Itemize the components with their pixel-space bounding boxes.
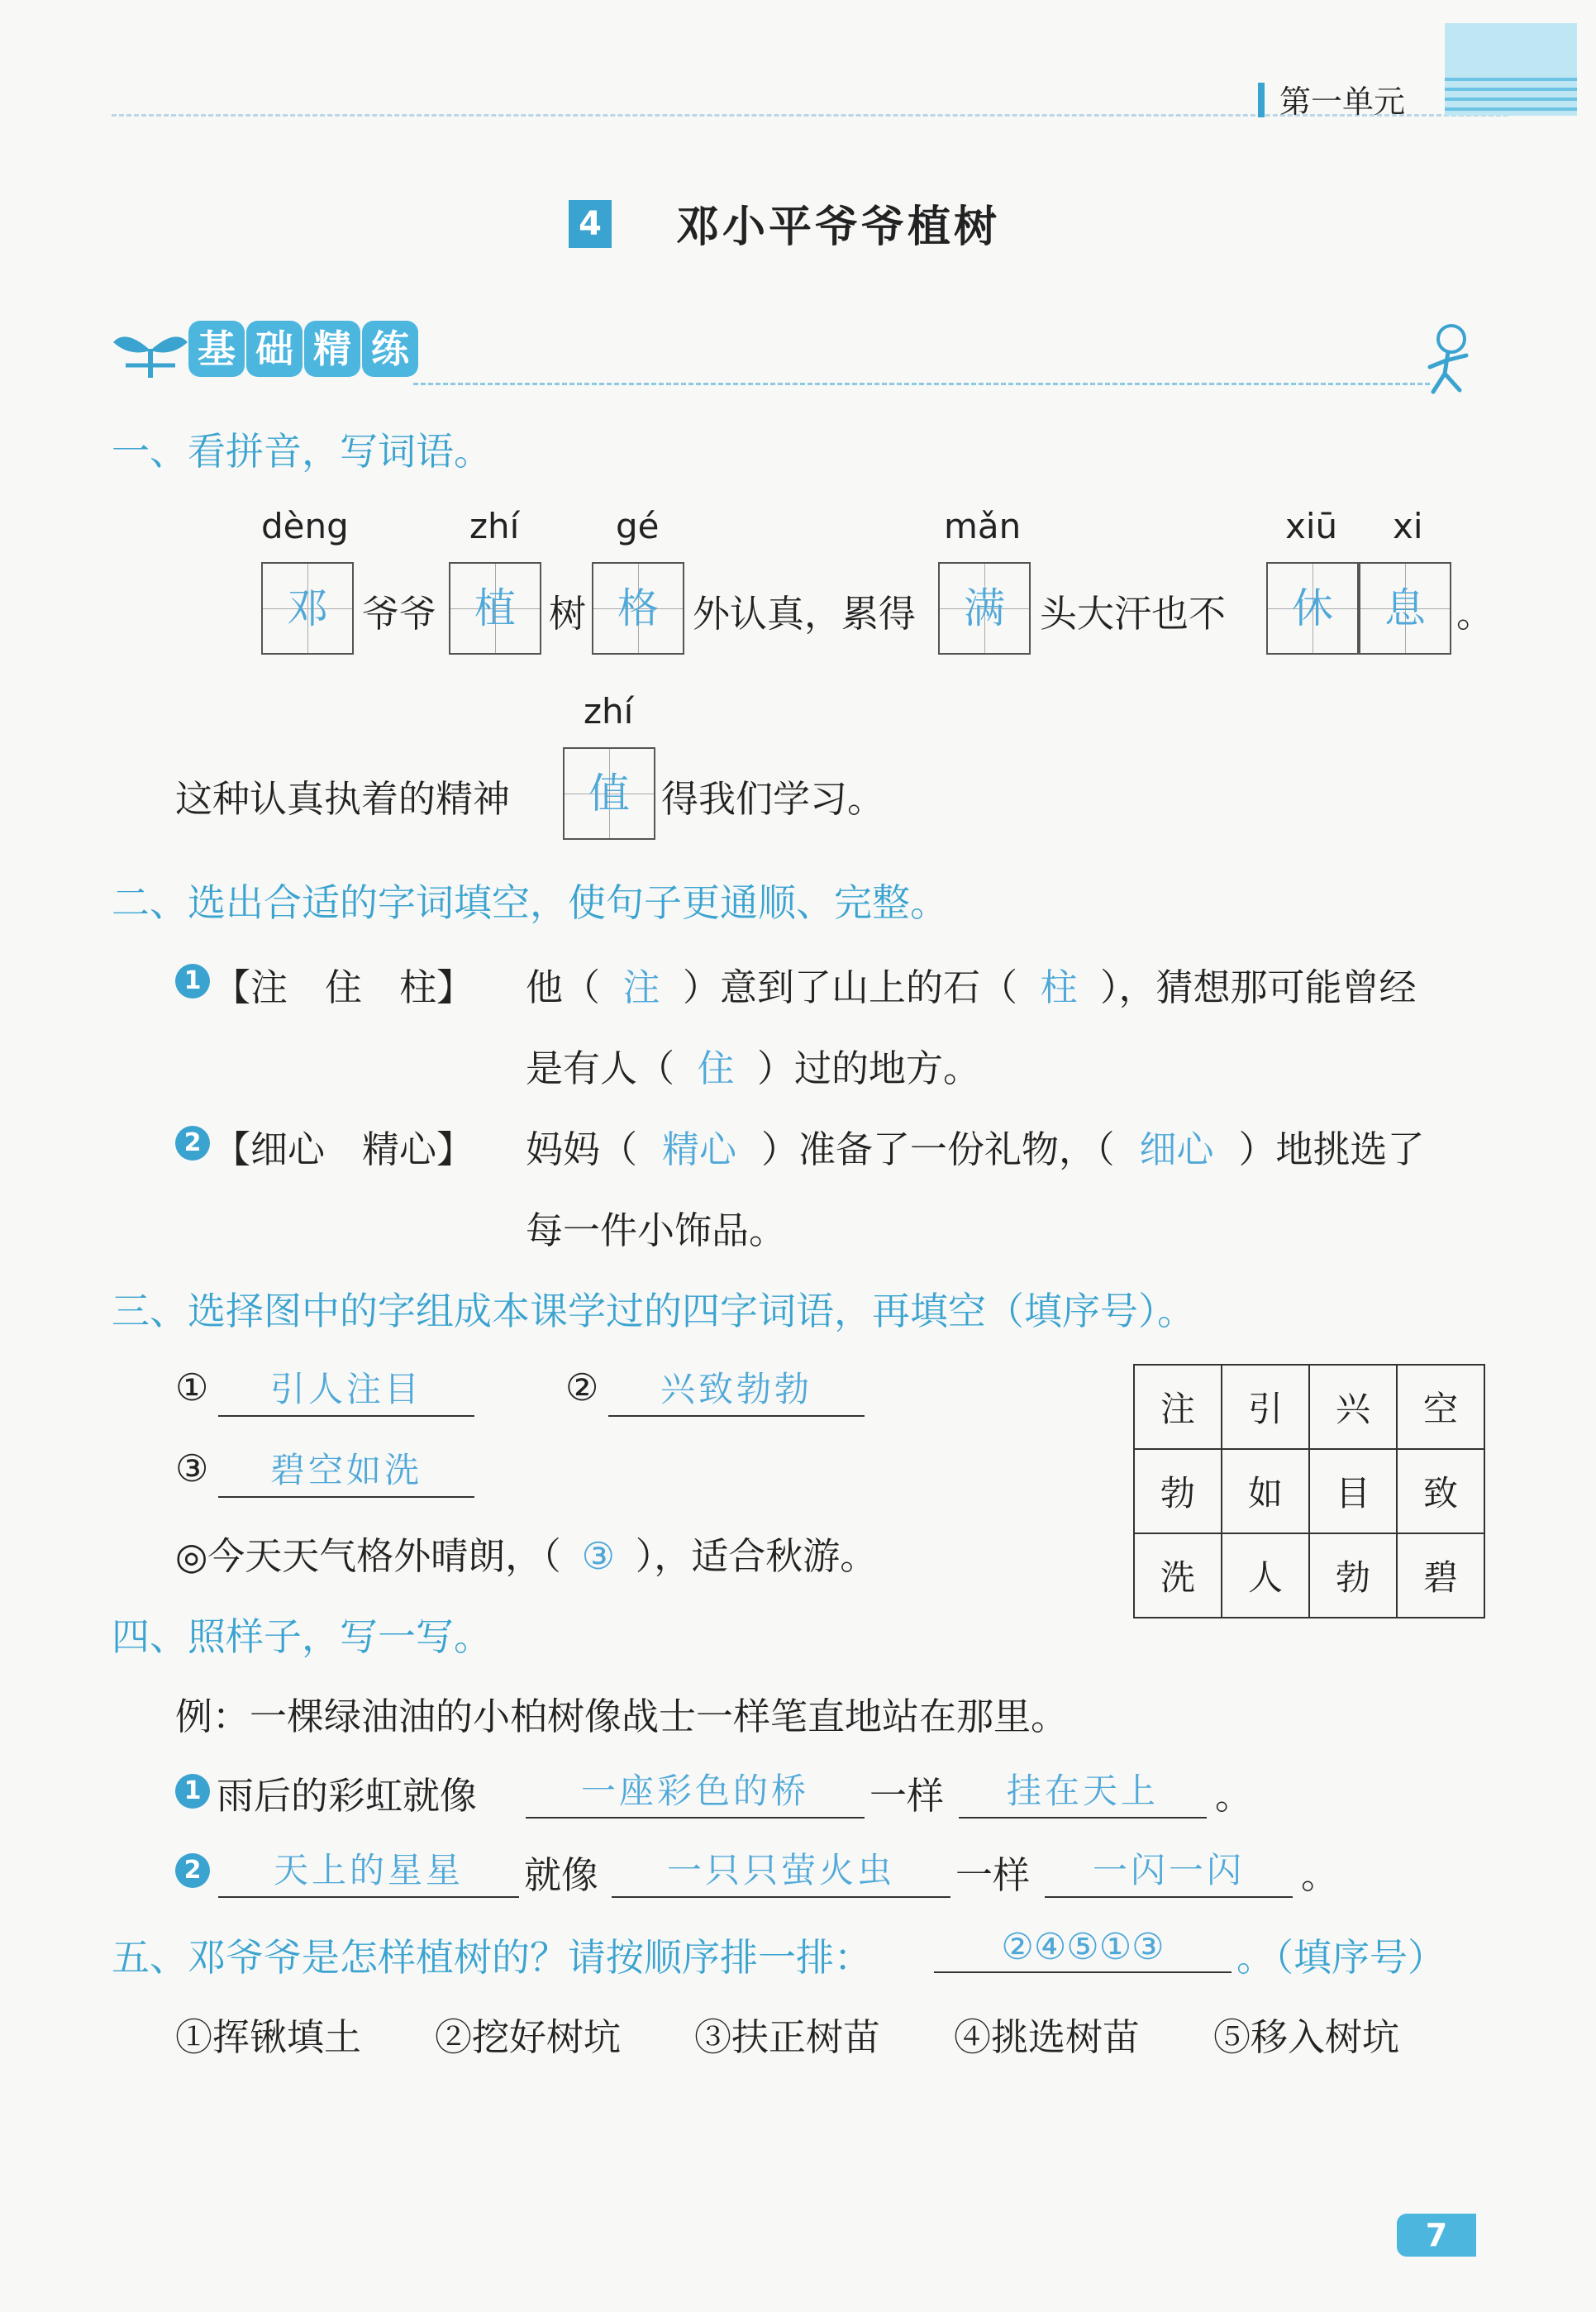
grid-row [1134,1365,1484,1449]
answer-cell-xiu[interactable] [1266,562,1359,655]
q2-item1-line1 [526,957,1417,1011]
item-number: 2 [175,1126,210,1161]
grid-cell: 空 [1397,1365,1484,1449]
answer-char: 植 [474,584,516,632]
q1-text: 。 [1456,592,1494,636]
q5-option: ①挥锹填土 [175,2015,362,2059]
q2-text: ），猜想那可能曾经 [1100,965,1417,1009]
answer-char: 休 [1292,584,1333,632]
grid-cell: 勃 [1309,1533,1397,1618]
q2-heading: 二、选出合适的字词填空，使句子更通顺、完整。 [112,880,948,925]
q1-line2-text: 这种认真执着的精神 [175,777,511,821]
answer-cell-man[interactable] [938,562,1031,655]
q3-label: ② [565,1366,599,1409]
item-number-badge [175,1126,210,1161]
q3-fill-answer[interactable]: ③ [581,1534,615,1578]
q3-answer-1[interactable]: 引人注目 [218,1362,474,1417]
q4-text: 一样 [869,1774,945,1818]
q4-text: 雨后的彩虹就像 [217,1774,478,1818]
q2-item2-line1 [526,1119,1425,1173]
banner-dashed-line [413,383,1430,385]
q5-tail: 。（填序号） [1236,1935,1446,1980]
pinyin-zhi-2: zhí [584,691,634,732]
grid-cell: 目 [1309,1449,1397,1533]
pinyin-deng: dèng [261,506,349,546]
grid-cell: 致 [1397,1449,1484,1533]
answer-cell-zhi-2[interactable] [563,747,655,840]
grid-cell: 如 [1222,1449,1309,1533]
q4-text: 。 [1301,1853,1339,1897]
item-number-badge [175,964,210,999]
q4-answer[interactable]: 天上的星星 [218,1843,519,1898]
q2-options: 【注 住 柱】 [213,965,474,1009]
q1-text: 外认真，累得 [693,592,917,636]
pinyin-zhi: zhí [469,506,520,546]
banner-char-4: 练 [362,321,418,377]
q4-text: 就像 [524,1853,599,1897]
q5-option: ②挖好树坑 [435,2015,622,2059]
q5-option: ③扶正树苗 [694,2015,881,2059]
grid-cell: 勃 [1134,1449,1222,1533]
q4-answer[interactable]: 一只只萤火虫 [612,1843,950,1898]
pinyin-ge: gé [616,506,660,546]
answer-char: 格 [617,584,659,632]
q5-option: ⑤移入树坑 [1213,2015,1400,2059]
q4-answer[interactable]: 挂在天上 [959,1764,1207,1819]
header-stripes [1445,71,1577,116]
q5-answer[interactable]: ②④⑤①③ [934,1926,1232,1973]
answer-cell-deng[interactable] [261,562,354,655]
item-number-badge [175,1853,210,1888]
answer-char: 邓 [287,584,328,632]
q2-text: ）过的地方。 [757,1046,981,1090]
q3-label: ③ [175,1447,209,1490]
q2-item1-line2 [526,1038,980,1092]
q4-answer[interactable]: 一座彩色的桥 [526,1764,865,1819]
banner-char-3: 精 [304,321,360,377]
page-number: 7 [1397,2214,1476,2257]
q4-text: 。 [1215,1774,1253,1818]
grid-row [1134,1449,1484,1533]
lesson-number: 4 [569,200,612,248]
q2-answer[interactable]: 住 [697,1046,735,1090]
q1-heading: 一、看拼音，写词语。 [112,429,492,474]
q3-text: ），适合秋游。 [635,1534,878,1578]
unit-label: 第一单元 [1279,83,1406,120]
q2-text: ）地挑选了 [1238,1127,1425,1171]
q2-answer[interactable]: 柱 [1040,965,1078,1009]
q4-text: 一样 [955,1853,1031,1897]
q1-text: 头大汗也不 [1040,592,1227,636]
running-kid-icon [1415,321,1481,400]
q2-options: 【细心 精心】 [213,1127,474,1171]
answer-cell-ge[interactable] [592,562,684,655]
q2-text: 他（ [526,965,601,1009]
q2-text: 是有人（ [526,1046,675,1090]
grid-cell: 碧 [1397,1533,1484,1618]
answer-char: 值 [588,770,630,818]
q2-text: 妈妈（ [526,1127,638,1171]
pinyin-man: mǎn [944,506,1022,546]
q1-line2-text: 得我们学习。 [661,777,885,821]
grid-row [1134,1533,1484,1618]
grid-cell: 兴 [1309,1365,1397,1449]
banner-char-2: 础 [246,321,303,377]
pinyin-xi: xi [1393,506,1423,546]
q2-answer[interactable]: 注 [622,965,660,1009]
grid-cell: 人 [1222,1533,1309,1618]
q3-answer-2[interactable]: 兴致勃勃 [608,1362,865,1417]
item-number-badge [175,1774,210,1809]
q3-answer-3[interactable]: 碧空如洗 [218,1443,474,1498]
q5-option: ④挑选树苗 [954,2015,1141,2059]
grid-cell: 引 [1222,1365,1309,1449]
q2-item2-line2: 每一件小饰品。 [526,1208,787,1252]
q4-example: 例：一棵绿油油的小柏树像战士一样笔直地站在那里。 [175,1695,1069,1738]
q4-answer[interactable]: 一闪一闪 [1045,1843,1293,1898]
item-number: 1 [175,964,210,999]
q2-answer[interactable]: 精心 [662,1127,737,1171]
q2-text: ）准备了一份礼物，（ [761,1127,1115,1171]
header-accent-bar [1258,83,1265,117]
q1-text: 树 [549,592,587,636]
q3-text: ◎今天天气格外晴朗，（ [175,1534,561,1578]
item-number: 1 [175,1774,210,1809]
answer-cell-xi[interactable] [1359,562,1451,655]
q4-heading: 四、照样子，写一写。 [112,1614,492,1659]
q3-heading: 三、选择图中的字组成本课学过的四字词语，再填空（填序号）。 [112,1289,1195,1333]
answer-cell-zhi[interactable] [449,562,541,655]
sprout-icon [109,324,192,382]
grid-cell: 注 [1134,1365,1222,1449]
banner-char-1: 基 [188,321,245,377]
answer-char: 息 [1384,584,1426,632]
q1-text: 爷爷 [362,592,437,636]
lesson-title: 邓小平爷爷植树 [676,203,1001,252]
character-grid [1133,1364,1485,1618]
q3-fill-line [175,1526,877,1580]
grid-cell: 洗 [1134,1533,1222,1618]
pinyin-xiu: xiū [1285,506,1338,546]
q3-label: ① [175,1366,209,1409]
answer-char: 满 [964,584,1005,632]
q2-answer[interactable]: 细心 [1139,1127,1214,1171]
item-number: 2 [175,1853,210,1888]
q5-heading: 五、邓爷爷是怎样植树的？请按顺序排一排： [112,1935,872,1980]
q2-text: ）意到了山上的石（ [683,965,1018,1009]
